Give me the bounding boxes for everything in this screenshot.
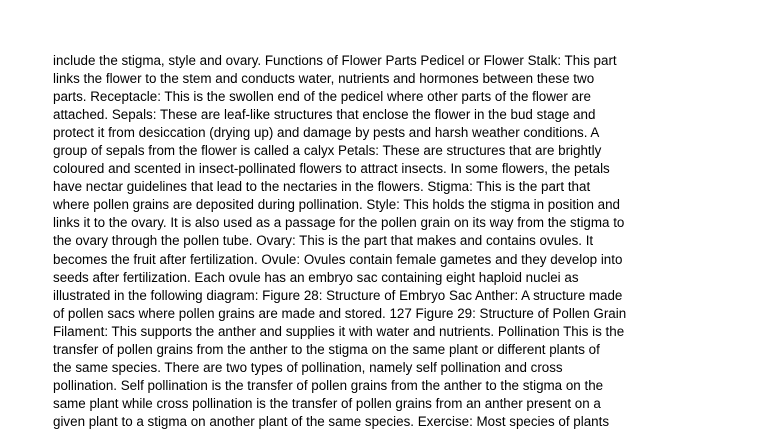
text-line: becomes the fruit after fertilization. Ovule: Ovules contain female gametes and they develop into (53, 251, 623, 267)
text-line: coloured and scented in insect-pollinated flowers to attract insects. In some flowers, the petals (53, 161, 610, 177)
text-line: the same species. There are two types of pollination, namely self pollination and cross (53, 359, 563, 375)
text-line: given plant to a stigma on another plant of the same species. Exercise: Most species of plants (53, 413, 610, 429)
text-line: same plant while cross pollination is the transfer of pollen grains from an anther present on a (53, 395, 601, 411)
text-line: links it to the ovary. It is also used as a passage for the pollen grain on its way from the stigma to (53, 215, 625, 231)
text-line: group of sepals from the flower is called a calyx Petals: These are structures that are brightly (53, 143, 602, 159)
text-line: seeds after fertilization. Each ovule has an embryo sac containing eight haploid nuclei as (53, 269, 579, 285)
body-text (53, 52, 733, 431)
text-line: include the stigma, style and ovary. Functions of Flower Parts Pedicel or Flower Stalk: This part (53, 53, 617, 68)
text-line: Filament: This supports the anther and supplies it with water and nutrients. Pollination This is the (53, 323, 625, 339)
text-line: links the flower to the stem and conducts water, nutrients and hormones between these two (53, 71, 595, 87)
text-line: transfer of pollen grains from the anther to the stigma on the same plant or different plants of (53, 341, 600, 357)
text-line: pollination. Self pollination is the transfer of pollen grains from the anther to the stigma on the (53, 377, 604, 393)
text-line: protect it from desiccation (drying up) and damage by pests and harsh weather conditions. A (53, 125, 600, 141)
text-line: illustrated in the following diagram: Figure 28: Structure of Embryo Sac Anther: A structure made (53, 287, 623, 303)
text-line: attached. Sepals: These are leaf-like structures that enclose the flower in the bud stage and (53, 107, 596, 123)
text-line: have nectar guidelines that lead to the nectaries in the flowers. Stigma: This is the part that (53, 179, 591, 195)
text-line: the ovary through the pollen tube. Ovary: This is the part that makes and contains ovules. It (53, 233, 594, 249)
text-line: where pollen grains are deposited during pollination. Style: This holds the stigma in position and (53, 197, 620, 213)
text-line: of pollen sacs where pollen grains are made and stored. 127 Figure 29: Structure of Pollen Grain (53, 305, 627, 321)
text-line: parts. Receptacle: This is the swollen end of the pedicel where other parts of the flower are (53, 89, 591, 105)
